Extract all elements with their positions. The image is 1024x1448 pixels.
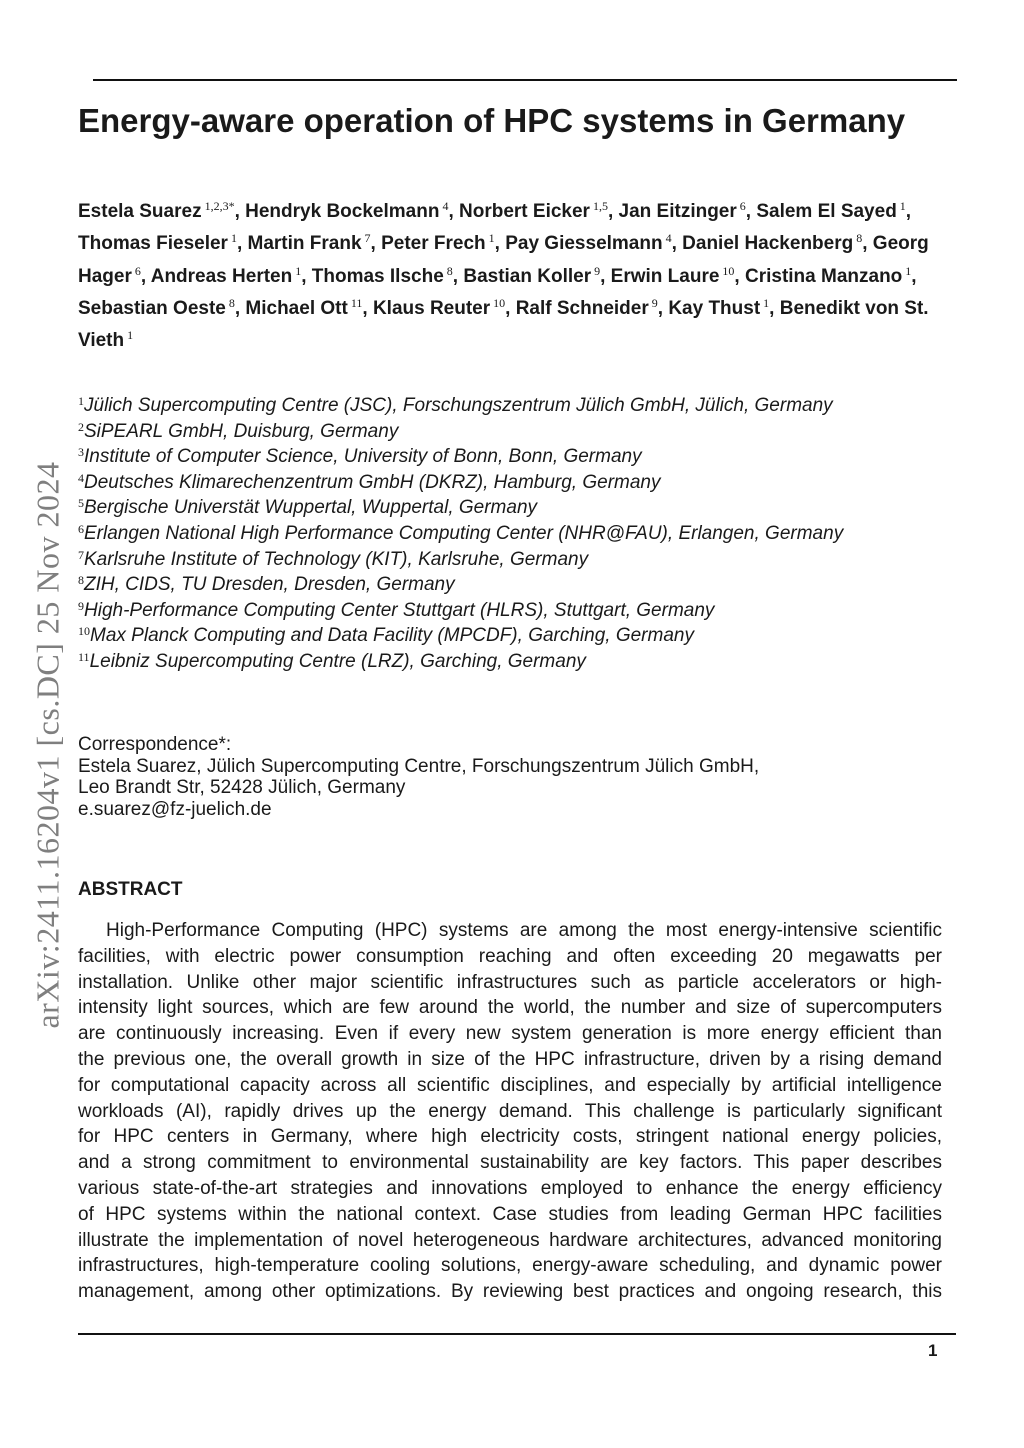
page-number: 1: [928, 1341, 938, 1360]
affiliation-item: [78, 572, 908, 598]
author-affiliation-marker: 6: [134, 263, 141, 278]
author-name: Michael Ott: [245, 297, 348, 319]
affiliation-number: 2: [78, 419, 84, 434]
affiliation-item: [78, 393, 908, 419]
affiliation-item: [78, 547, 908, 573]
author-name: Martin Frank: [247, 233, 362, 255]
author-name: Jan Eitzinger: [618, 201, 737, 222]
correspondence-line: Leo Brandt Str, 52428 Jülich, Germany: [78, 777, 406, 798]
author-name: Daniel Hackenberg: [682, 233, 854, 255]
affiliation-item: [78, 598, 908, 624]
author-affiliation-marker: 8: [446, 263, 453, 278]
author-affiliation-marker: 1: [899, 199, 906, 213]
abstract-line: and a strong commitment to environmental sustainability are key factors. This paper describes: [78, 1152, 942, 1174]
abstract-line: installation. Unlike other major scientific infrastructures such as particle accelerators or high-: [78, 971, 942, 993]
abstract-line: workloads (AI), rapidly drives up the energy demand. This challenge is particularly significant: [78, 1100, 942, 1122]
author-name: Thomas Fieseler: [78, 233, 228, 255]
affiliation-text: Institute of Computer Science, University of Bonn, Bonn, Germany: [84, 446, 642, 468]
author-affiliation-marker: 1: [230, 231, 237, 246]
author-name: Andreas Herten: [150, 265, 293, 287]
author-name: Ralf Schneider: [515, 297, 649, 319]
affiliation-text: Jülich Supercomputing Centre (JSC), Forschungszentrum Jülich GmbH, Jülich, Germany: [84, 395, 833, 416]
author-name: Pay Giesselmann: [505, 233, 663, 255]
author-affiliation-marker: 6: [739, 199, 746, 213]
correspondence-line: Estela Suarez, Jülich Supercomputing Centre, Forschungszentrum Jülich GmbH,: [78, 755, 760, 777]
affiliation-text: Leibniz Supercomputing Centre (LRZ), Garching, Germany: [89, 650, 586, 672]
affiliation-item: [78, 649, 908, 675]
affiliation-item: [78, 521, 908, 547]
abstract-line: the previous one, the overall growth in size of the HPC infrastructure, driven by a rising demand: [78, 1048, 942, 1070]
affiliation-number: 4: [78, 470, 84, 485]
correspondence-block: [78, 734, 898, 820]
header-rule: [93, 79, 957, 81]
affiliation-text: ZIH, CIDS, TU Dresden, Dresden, Germany: [84, 574, 455, 596]
author-affiliation-marker: 1: [127, 328, 134, 343]
author-affiliation-marker: 10: [493, 295, 506, 310]
author-name: Kay Thust: [668, 297, 761, 319]
author-affiliation-marker: 9: [594, 263, 601, 278]
author-affiliation-marker: 1,5: [592, 199, 608, 213]
abstract-line: illustrate the implementation of novel heterogeneous hardware architectures, advanced monitoring: [78, 1229, 942, 1251]
author-affiliation-marker: 1,2,3*: [204, 199, 235, 213]
affiliation-item: [78, 419, 908, 445]
author-name: Estela Suarez: [78, 201, 202, 222]
author-name: Klaus Reuter: [372, 297, 491, 319]
affiliation-text: Erlangen National High Performance Computing Center (NHR@FAU), Erlangen, Germany: [84, 522, 844, 544]
author-affiliation-marker: 1: [488, 231, 495, 246]
author-affiliation-marker: 4: [442, 199, 449, 213]
affiliation-item: [78, 623, 908, 649]
paper-title: Energy-aware operation of HPC systems in Germany: [78, 102, 906, 139]
author-name: Georg Hager: [78, 233, 929, 287]
affiliation-item: [78, 444, 908, 470]
author-name: Benedikt von St. Vieth: [78, 297, 929, 352]
affiliation-text: High-Performance Computing Center Stuttgart (HLRS), Stuttgart, Germany: [84, 599, 715, 621]
affiliation-text: SiPEARL GmbH, Duisburg, Germany: [84, 420, 399, 442]
abstract-line: management, among other optimizations. By reviewing best practices and ongoing research, this: [78, 1281, 942, 1303]
abstract-line: for HPC centers in Germany, where high electricity costs, stringent national energy policies,: [78, 1126, 942, 1148]
abstract-line: various state-of-the-art strategies and innovations employed to enhance the energy efficiency: [78, 1177, 942, 1199]
author-name: Peter Frech: [381, 233, 486, 255]
abstract-line: of HPC systems within the national context. Case studies from leading German HPC facilities: [78, 1203, 942, 1225]
affiliation-number: 10: [78, 624, 90, 639]
affiliation-item: [78, 470, 908, 496]
correspondence-label: Correspondence*:: [78, 734, 232, 755]
abstract-line: for computational capacity across all scientific disciplines, and especially by artificial intelligence: [78, 1074, 942, 1096]
abstract-line: are continuously increasing. Even if every new system generation is more energy efficient than: [78, 1023, 942, 1045]
affiliation-text: Karlsruhe Institute of Technology (KIT), Karlsruhe, Germany: [84, 548, 589, 570]
correspondence-email[interactable]: e.suarez@fz-juelich.de: [78, 798, 272, 820]
author-list: Estela Suarez $^{1,2,3*}$, Hendryk Bockelmann $^4$, Norbert Eicker $^{1,5}$, Jan Eitzinger $^6$, Salem El Sayed $^1$, Thomas Fieseler $^1$, Martin Frank $^7$, Peter Frech $^1$, Pay Giesselmann $^4$, Daniel Hackenberg $^8$, Georg Hager $^6$, Andreas Herten $^1$, Thomas Ilsche $^8$, Bastian Koller $^9$, Erwin Laure $^{10}$, Cristina Manzano $^1$, Sebastian Oeste $^8$, Michael Ott $^{11}$, Klaus Reuter $^{10}$, Ralf Schneider $^9$, Kay Thust $^1$, Benedikt von St. Vieth $^1$: [78, 199, 929, 352]
author-name: Bastian Koller: [463, 265, 592, 287]
affiliation-number: 6: [78, 521, 84, 536]
affiliation-number: 9: [78, 598, 84, 613]
affiliation-number: 5: [78, 496, 84, 511]
affiliation-number: 3: [78, 445, 84, 460]
footer-rule: [78, 1333, 956, 1335]
abstract-line: facilities, with electric power consumption reaching and often exceeding 20 megawatts per: [78, 945, 942, 967]
affiliation-number: 11: [78, 649, 90, 664]
author-name: Salem El Sayed: [756, 201, 897, 222]
arxiv-stamp: arXiv:2411.16204v1 [cs.DC] 25 Nov 2024: [29, 461, 66, 1029]
affiliation-number: 1: [78, 394, 84, 408]
affiliation-number: 7: [78, 547, 84, 562]
author-name: Erwin Laure: [610, 265, 720, 287]
abstract-line: High-Performance Computing (HPC) systems are among the most energy-intensive scientific: [106, 920, 942, 941]
author-affiliation-marker: 9: [651, 295, 658, 310]
affiliation-item: [78, 495, 908, 521]
author-affiliation-marker: 4: [665, 231, 672, 246]
affiliation-list: [78, 393, 908, 675]
author-affiliation-marker: 11: [350, 295, 363, 310]
author-affiliation-marker: 1: [905, 263, 912, 278]
author-affiliation-marker: 1: [295, 263, 302, 278]
author-affiliation-marker: 8: [856, 231, 863, 246]
abstract-body: [78, 918, 942, 1305]
author-affiliation-marker: 1: [763, 295, 770, 310]
author-affiliation-marker: 7: [364, 231, 371, 246]
author-affiliation-marker: 8: [228, 295, 235, 310]
author-name: Cristina Manzano: [744, 265, 903, 287]
abstract-line: intensity light sources, which are few around the world, the number and size of supercomputers: [78, 997, 942, 1019]
author-name: Norbert Eicker: [459, 201, 590, 222]
abstract-heading: ABSTRACT: [78, 879, 183, 900]
abstract-line: infrastructures, high-temperature cooling solutions, energy-aware scheduling, and dynamic power: [78, 1255, 942, 1277]
author-name: Hendryk Bockelmann: [245, 201, 440, 222]
affiliation-text: Deutsches Klimarechenzentrum GmbH (DKRZ), Hamburg, Germany: [84, 471, 661, 493]
affiliation-text: Max Planck Computing and Data Facility (MPCDF), Garching, Germany: [90, 625, 694, 647]
author-name: Thomas Ilsche: [311, 265, 444, 287]
affiliation-number: 8: [78, 573, 84, 588]
author-affiliation-marker: 10: [722, 263, 735, 278]
affiliation-text: Bergische Universtät Wuppertal, Wuppertal, Germany: [84, 497, 538, 519]
author-name: Sebastian Oeste: [78, 297, 226, 319]
